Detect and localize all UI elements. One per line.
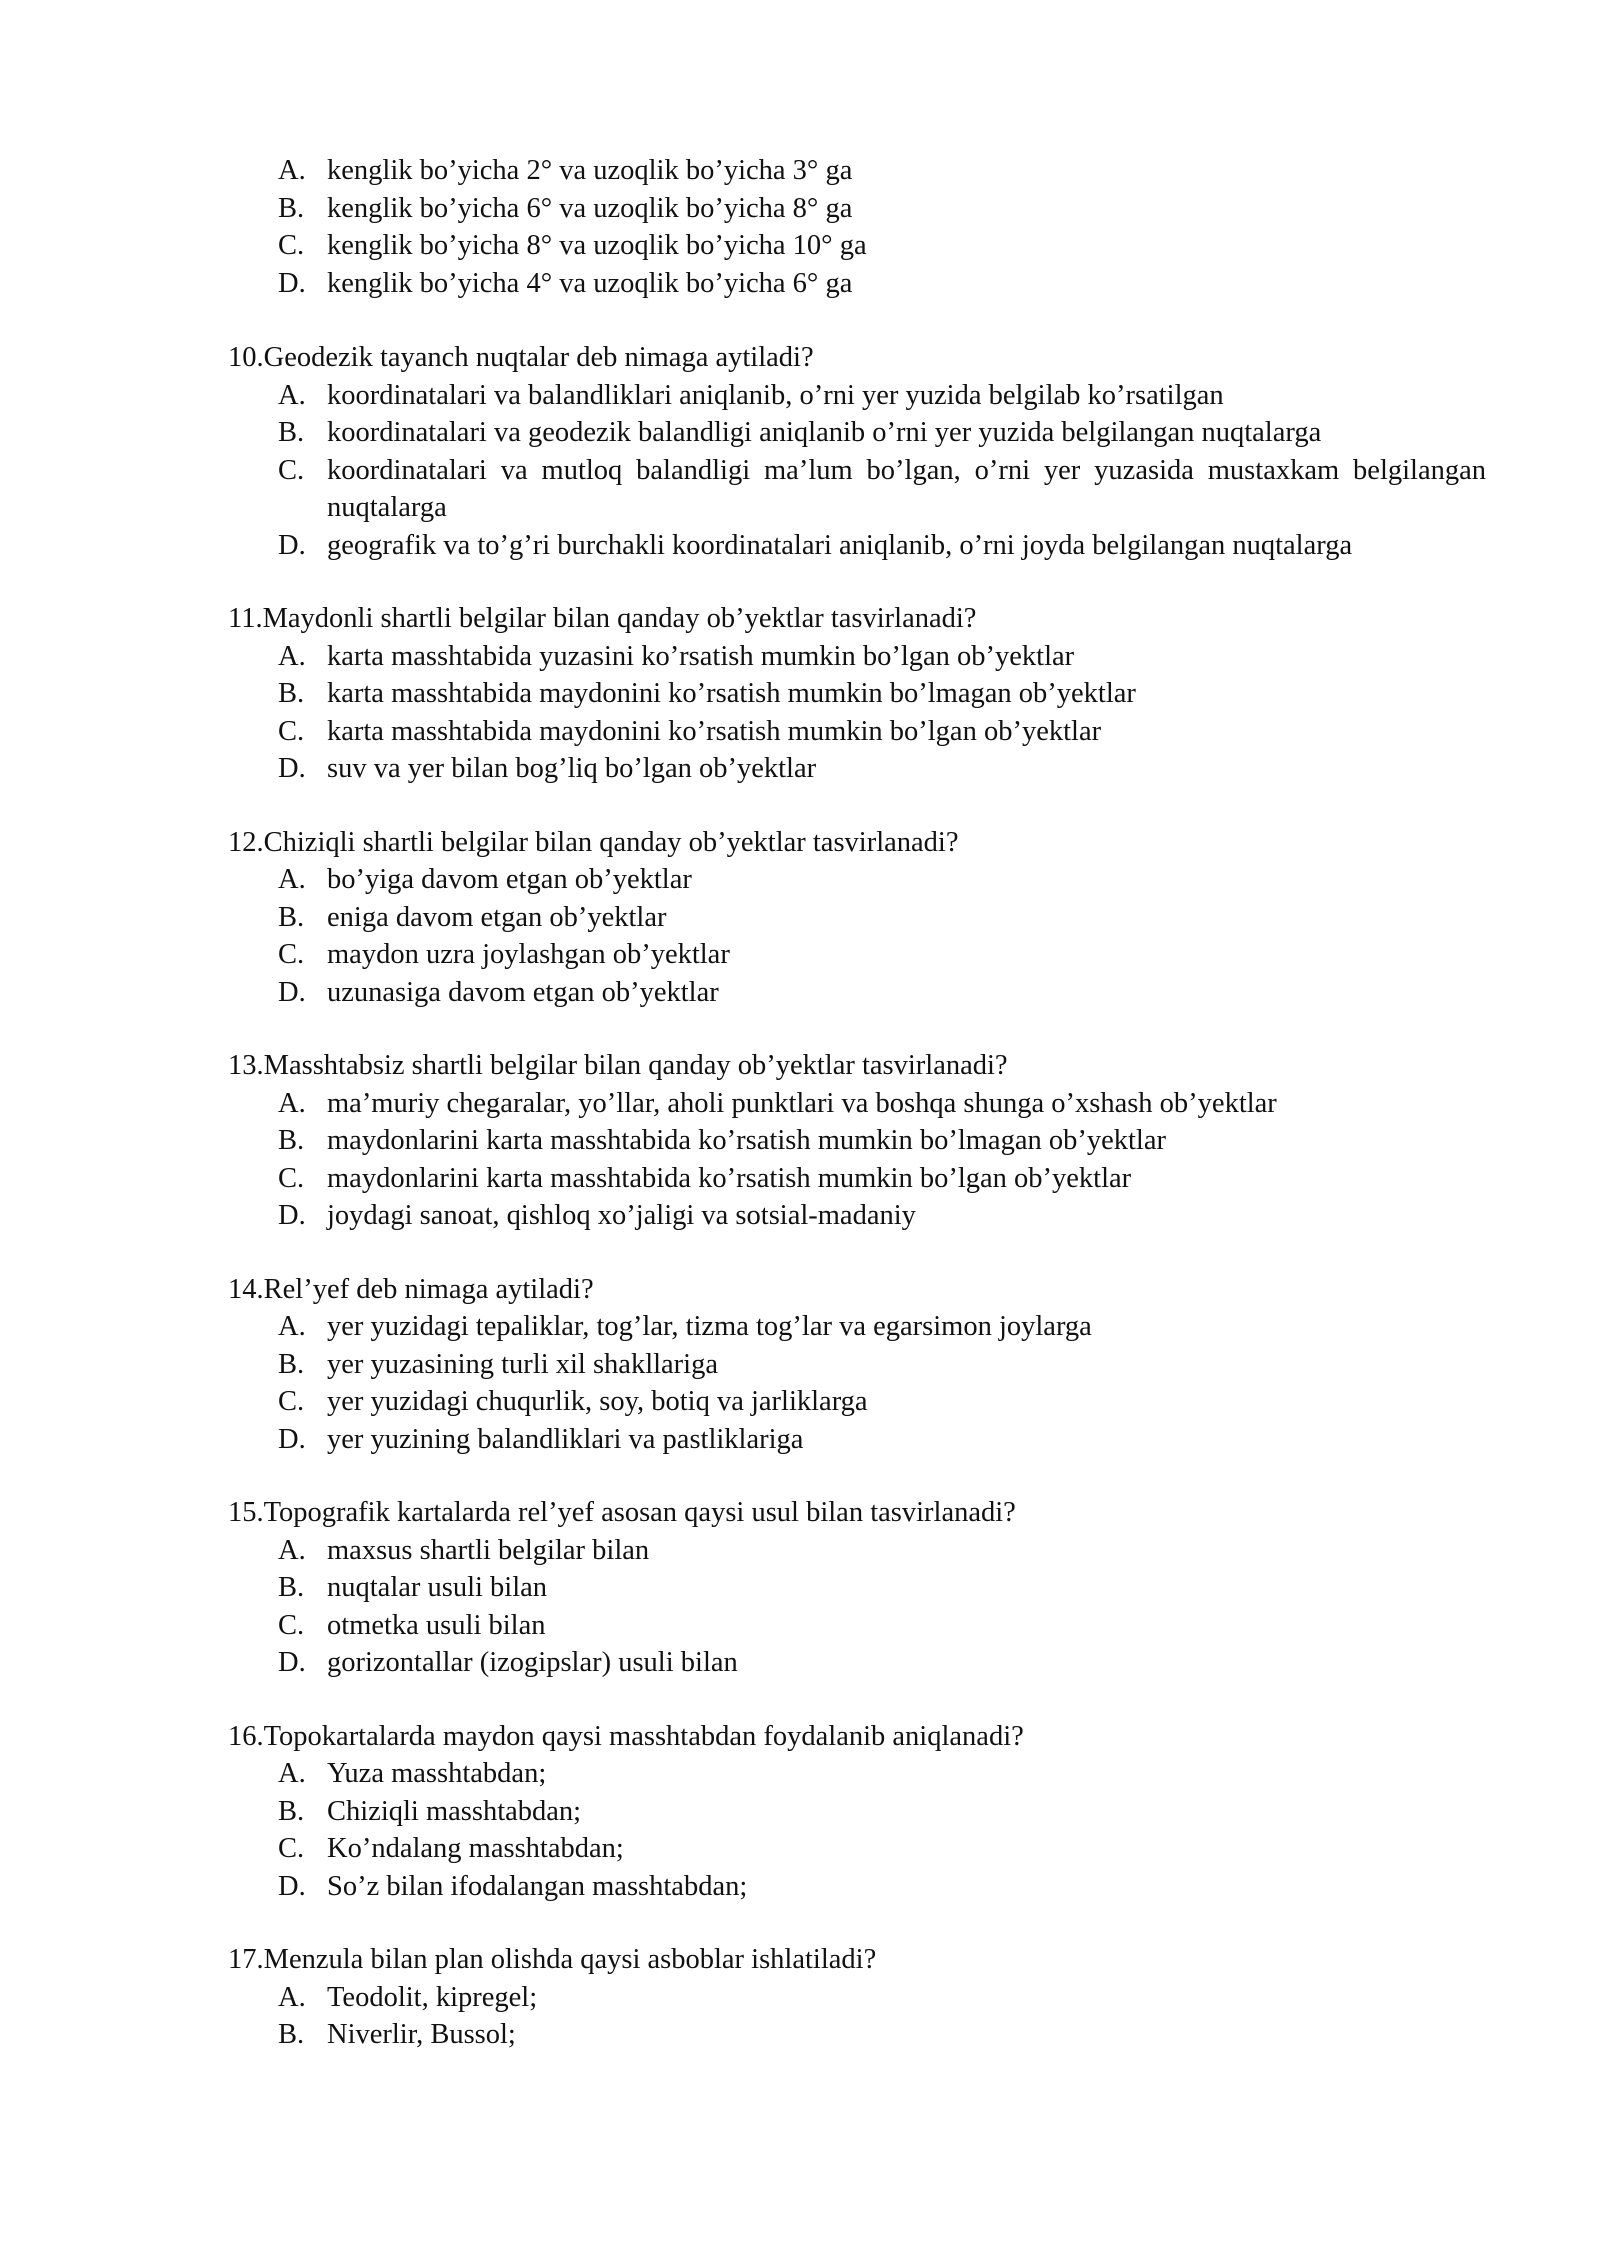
option-b	[228, 2016, 1486, 2054]
option-letter: C.	[278, 939, 305, 970]
option-text: yer yuzining balandliklari va pastliklariga	[327, 1423, 804, 1455]
question-stem: 16.Topokartalarda maydon qaysi masshtabdan foydalanib aniqlanadi?	[228, 1720, 1024, 1752]
option-a	[228, 638, 1486, 676]
option-text: So’z bilan ifodalangan masshtabdan;	[327, 1870, 748, 1902]
option-a	[228, 1755, 1486, 1793]
option-c	[228, 1160, 1486, 1198]
option-letter: C.	[278, 1162, 305, 1194]
question-stem: 12.Chiziqli shartli belgilar bilan qanday ob’yektlar tasvirlanadi?	[228, 826, 959, 858]
option-d	[228, 974, 1486, 1012]
option-letter: B.	[278, 192, 305, 224]
option-letter: D.	[278, 753, 306, 784]
option-text: ma’muriy chegaralar, yo’llar, aholi punktlari va boshqa shunga o’xshash ob’yektlar	[327, 1087, 1277, 1119]
option-b	[228, 1569, 1486, 1607]
option-text: joydagi sanoat, qishloq xo’jaligi va sotsial-madaniy	[327, 1200, 916, 1231]
option-list	[228, 152, 1486, 302]
option-text: eniga davom etgan ob’yektlar	[327, 901, 667, 933]
option-a	[228, 861, 1486, 899]
option-a	[228, 1308, 1486, 1346]
option-text: kenglik bo’yicha 6° va uzoqlik bo’yicha 8° ga	[327, 192, 853, 224]
option-text: karta masshtabida maydonini ko’rsatish mumkin bo’lgan ob’yektlar	[327, 715, 1102, 747]
option-letter: C.	[278, 1609, 305, 1641]
option-letter: A.	[278, 1087, 306, 1119]
question-10	[228, 339, 1486, 564]
option-b	[228, 675, 1486, 713]
option-letter: D.	[278, 267, 306, 299]
option-text: suv va yer bilan bog’liq bo’lgan ob’yektlar	[327, 753, 817, 784]
question-9-options-continued	[228, 152, 1486, 302]
option-d	[228, 1421, 1486, 1459]
option-letter: D.	[278, 1647, 306, 1678]
question-stem: 11.Maydonli shartli belgilar bilan qanday ob’yektlar tasvirlanadi?	[228, 603, 977, 634]
question-stem: 14.Rel’yef deb nimaga aytiladi?	[228, 1273, 594, 1305]
option-text: geografik va to’g’ri burchakli koordinatalari aniqlanib, o’rni joyda belgilangan nuqtalarga	[327, 529, 1353, 561]
option-letter: B.	[278, 1572, 305, 1603]
option-letter: A.	[278, 1981, 306, 2013]
option-letter: B.	[278, 1125, 305, 1156]
option-letter: A.	[278, 1311, 306, 1342]
option-text: Niverlir, Bussol;	[327, 2019, 516, 2050]
option-text: yer yuzidagi tepaliklar, tog’lar, tizma tog’lar va egarsimon joylarga	[327, 1311, 1092, 1342]
option-letter: D.	[278, 1870, 306, 1902]
option-letter: D.	[278, 529, 306, 561]
option-c	[228, 1383, 1486, 1421]
option-b	[228, 899, 1486, 937]
option-text: kenglik bo’yicha 4° va uzoqlik bo’yicha 6° ga	[327, 267, 853, 299]
option-letter: B.	[278, 901, 305, 933]
option-text: Teodolit, kipregel;	[327, 1981, 538, 2013]
option-text: otmetka usuli bilan	[327, 1609, 546, 1641]
option-letter: A.	[278, 379, 306, 411]
option-letter: C.	[278, 1833, 305, 1864]
option-a	[228, 152, 1486, 190]
option-list	[228, 377, 1486, 565]
option-text: uzunasiga davom etgan ob’yektlar	[327, 976, 719, 1008]
option-text: gorizontallar (izogipslar) usuli bilan	[327, 1647, 738, 1678]
question-13	[228, 1047, 1486, 1235]
option-list	[228, 1085, 1486, 1235]
question-list	[228, 152, 1486, 2090]
option-d	[228, 750, 1486, 788]
option-letter: D.	[278, 1423, 306, 1455]
option-letter: D.	[278, 1200, 306, 1231]
option-letter: C.	[278, 715, 305, 747]
option-letter: B.	[278, 417, 305, 448]
option-letter: B.	[278, 1348, 305, 1380]
option-c	[228, 1607, 1486, 1645]
option-letter: B.	[278, 678, 305, 709]
option-text: koordinatalari va mutloq balandligi ma’lum bo’lgan, o’rni yer yuzasida mustaxkam belgilangan nuqtalarga	[327, 454, 1486, 523]
option-list	[228, 1532, 1486, 1682]
option-c	[228, 713, 1486, 751]
option-text: Ko’ndalang masshtabdan;	[327, 1833, 624, 1864]
option-b	[228, 414, 1486, 452]
option-d	[228, 527, 1486, 565]
option-text: maydonlarini karta masshtabida ko’rsatish mumkin bo’lmagan ob’yektlar	[327, 1125, 1166, 1156]
question-stem: 13.Masshtabsiz shartli belgilar bilan qanday ob’yektlar tasvirlanadi?	[228, 1050, 1008, 1081]
option-a	[228, 1532, 1486, 1570]
option-d	[228, 1868, 1486, 1906]
option-letter: B.	[278, 1795, 305, 1827]
option-c	[228, 227, 1486, 265]
option-a	[228, 377, 1486, 415]
option-letter: A.	[278, 1534, 306, 1566]
option-text: kenglik bo’yicha 8° va uzoqlik bo’yicha 10° ga	[327, 230, 867, 261]
option-letter: B.	[278, 2019, 305, 2050]
option-text: maydon uzra joylashgan ob’yektlar	[327, 939, 730, 970]
option-d	[228, 1644, 1486, 1682]
question-stem: 10.Geodezik tayanch nuqtalar deb nimaga aytiladi?	[228, 342, 814, 373]
option-letter: C.	[278, 230, 305, 261]
option-text: Yuza masshtabdan;	[327, 1758, 547, 1789]
question-15	[228, 1494, 1486, 1682]
option-b	[228, 190, 1486, 228]
option-letter: A.	[278, 1758, 306, 1789]
option-letter: A.	[278, 640, 306, 672]
question-stem: 15.Topografik kartalarda rel’yef asosan qaysi usul bilan tasvirlanadi?	[228, 1497, 1016, 1528]
option-c	[228, 1830, 1486, 1868]
option-c	[228, 936, 1486, 974]
option-list	[228, 1308, 1486, 1458]
option-a	[228, 1979, 1486, 2017]
option-text: bo’yiga davom etgan ob’yektlar	[327, 864, 692, 895]
option-b	[228, 1346, 1486, 1384]
option-text: yer yuzidagi chuqurlik, soy, botiq va jarliklarga	[327, 1386, 868, 1417]
question-14	[228, 1271, 1486, 1459]
option-list	[228, 638, 1486, 788]
question-16	[228, 1718, 1486, 1906]
option-c	[228, 452, 1486, 527]
question-12	[228, 824, 1486, 1012]
option-text: koordinatalari va balandliklari aniqlanib, o’rni yer yuzida belgilab ko’rsatilgan	[327, 379, 1224, 411]
option-text: nuqtalar usuli bilan	[327, 1572, 548, 1603]
option-text: maxsus shartli belgilar bilan	[327, 1534, 650, 1566]
option-list	[228, 1755, 1486, 1905]
option-text: yer yuzasining turli xil shakllariga	[327, 1348, 718, 1380]
option-text: kenglik bo’yicha 2° va uzoqlik bo’yicha 3° ga	[327, 155, 853, 186]
option-list	[228, 861, 1486, 1011]
option-b	[228, 1122, 1486, 1160]
question-11	[228, 600, 1486, 788]
option-list	[228, 1979, 1486, 2054]
option-text: maydonlarini karta masshtabida ko’rsatish mumkin bo’lgan ob’yektlar	[327, 1162, 1132, 1194]
option-text: koordinatalari va geodezik balandligi aniqlanib o’rni yer yuzida belgilangan nuqtalarga	[327, 417, 1322, 448]
option-letter: A.	[278, 155, 306, 186]
option-letter: A.	[278, 864, 306, 895]
option-text: karta masshtabida maydonini ko’rsatish mumkin bo’lmagan ob’yektlar	[327, 678, 1136, 709]
option-letter: C.	[278, 1386, 305, 1417]
option-a	[228, 1085, 1486, 1123]
option-text: karta masshtabida yuzasini ko’rsatish mumkin bo’lgan ob’yektlar	[327, 640, 1075, 672]
question-17	[228, 1941, 1486, 2054]
option-text: Chiziqli masshtabdan;	[327, 1795, 582, 1827]
option-d	[228, 265, 1486, 303]
option-letter: C.	[278, 454, 305, 486]
option-letter: D.	[278, 976, 306, 1008]
option-b	[228, 1793, 1486, 1831]
option-d	[228, 1197, 1486, 1235]
question-stem: 17.Menzula bilan plan olishda qaysi asboblar ishlatiladi?	[228, 1944, 877, 1975]
